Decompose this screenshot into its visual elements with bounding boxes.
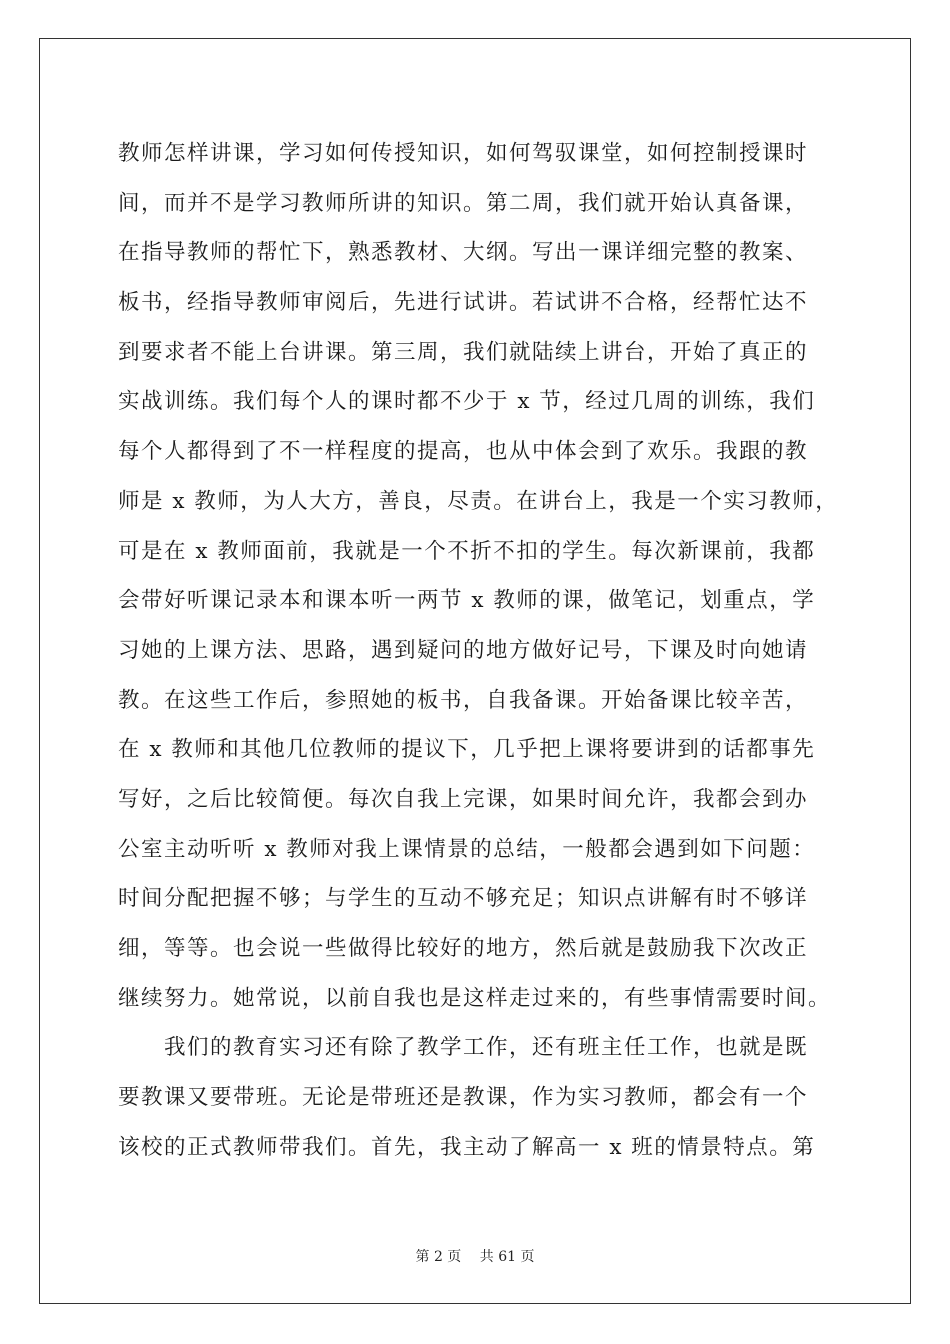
text-line: 写好，之后比较简便。每次自我上完课，如果时间允许，我都会到办 bbox=[118, 786, 809, 812]
text-line: 到要求者不能上台讲课。第三周，我们就陆续上讲台，开始了真正的 bbox=[118, 339, 809, 365]
text-line: 公室主动听听 x 教师对我上课情景的总结，一般都会遇到如下问题： bbox=[118, 836, 816, 862]
text-line: 在 x 教师和其他几位教师的提议下，几乎把上课将要讲到的话都事先 bbox=[118, 737, 816, 763]
text-line: 会带好听课记录本和课本听一两节 x 教师的课，做笔记，划重点，学 bbox=[118, 588, 816, 614]
text-line: 间，而并不是学习教师所讲的知识。第二周，我们就开始认真备课， bbox=[118, 190, 809, 216]
document-body bbox=[118, 129, 839, 1172]
text-line: 教师怎样讲课，学习如何传授知识，如何驾驭课堂，如何控制授课时 bbox=[118, 141, 809, 166]
text-line: 可是在 x 教师面前，我就是一个不折不扣的学生。每次新课前，我都 bbox=[118, 538, 816, 564]
text-line: 教。在这些工作后，参照她的板书，自我备课。开始备课比较辛苦， bbox=[118, 687, 809, 713]
text-line: 实战训练。我们每个人的课时都不少于 x 节，经过几周的训练，我们 bbox=[118, 389, 816, 415]
text-line: 要教课又要带班。无论是带班还是教课，作为实习教师，都会有一个 bbox=[118, 1085, 809, 1111]
text-line: 该校的正式教师带我们。首先，我主动了解高一 x 班的情景特点。第 bbox=[118, 1134, 816, 1160]
text-line: 每个人都得到了不一样程度的提高，也从中体会到了欢乐。我跟的教 bbox=[118, 439, 809, 465]
page-number: 第 2 页 共 61 页 bbox=[415, 1249, 535, 1265]
text-line: 板书，经指导教师审阅后，先进行试讲。若试讲不合格，经帮忙达不 bbox=[118, 290, 809, 316]
text-line: 习她的上课方法、思路，遇到疑问的地方做好记号，下课及时向她请 bbox=[118, 637, 809, 663]
text-line: 继续努力。她常说，以前自我也是这样走过来的，有些事情需要时间。 bbox=[118, 985, 832, 1011]
text-line: 在指导教师的帮忙下，熟悉教材、大纲。写出一课详细完整的教案、 bbox=[118, 240, 809, 266]
text-line: 我们的教育实习还有除了教学工作，还有班主任工作，也就是既 bbox=[118, 1035, 809, 1061]
text-line: 细，等等。也会说一些做得比较好的地方，然后就是鼓励我下次改正 bbox=[118, 936, 809, 961]
text-line: 时间分配把握不够；与学生的互动不够充足；知识点讲解有时不够详 bbox=[118, 886, 809, 912]
text-line: 师是 x 教师，为人大方，善良，尽责。在讲台上，我是一个实习教师， bbox=[118, 488, 839, 514]
